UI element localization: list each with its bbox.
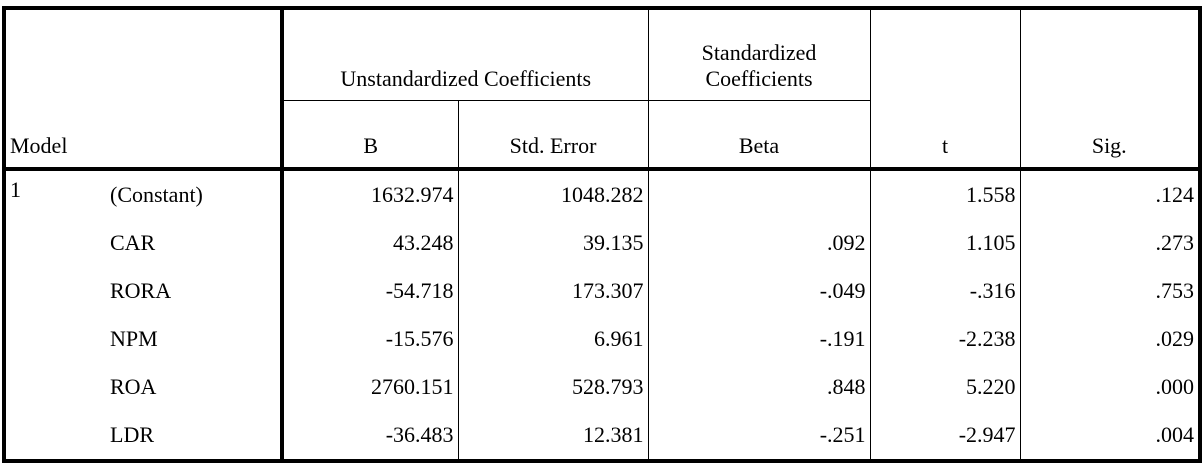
variable-cell: LDR: [106, 411, 282, 461]
coefficients-table: [2, 6, 1202, 463]
t-header: t: [870, 8, 1020, 169]
sig-header: Sig.: [1020, 8, 1200, 169]
unstandardized-header: Unstandardized Coefficients: [282, 8, 648, 101]
se-cell: 1048.282: [458, 169, 648, 219]
b-cell: -36.483: [282, 411, 458, 461]
table-row: [4, 411, 1200, 461]
se-cell: 12.381: [458, 411, 648, 461]
sig-cell: .029: [1020, 315, 1200, 363]
standardized-line-2: Coefficients: [705, 66, 813, 91]
se-cell: 528.793: [458, 363, 648, 411]
se-cell: 6.961: [458, 315, 648, 363]
sig-cell: .753: [1020, 267, 1200, 315]
header-row-1: [4, 8, 1200, 101]
se-cell: 39.135: [458, 219, 648, 267]
variable-cell: (Constant): [106, 169, 282, 219]
b-header: B: [282, 101, 458, 170]
t-cell: 1.105: [870, 219, 1020, 267]
t-cell: -2.238: [870, 315, 1020, 363]
beta-cell: .848: [648, 363, 870, 411]
sig-cell: .004: [1020, 411, 1200, 461]
beta-cell: .092: [648, 219, 870, 267]
variable-cell: CAR: [106, 219, 282, 267]
sig-cell: .124: [1020, 169, 1200, 219]
sig-cell: .000: [1020, 363, 1200, 411]
variable-cell: NPM: [106, 315, 282, 363]
variable-cell: RORA: [106, 267, 282, 315]
table-row: [4, 267, 1200, 315]
sig-cell: .273: [1020, 219, 1200, 267]
table-row: [4, 363, 1200, 411]
b-cell: 1632.974: [282, 169, 458, 219]
b-cell: -54.718: [282, 267, 458, 315]
beta-cell: -.251: [648, 411, 870, 461]
standardized-header: [648, 8, 870, 101]
b-cell: 43.248: [282, 219, 458, 267]
table-row: [4, 219, 1200, 267]
model-header: Model: [4, 8, 282, 169]
model-number: 1: [4, 169, 106, 461]
beta-header: Beta: [648, 101, 870, 170]
standardized-line-1: Standardized: [701, 40, 817, 65]
t-cell: 1.558: [870, 169, 1020, 219]
beta-cell: [648, 169, 870, 219]
table-row: [4, 315, 1200, 363]
variable-cell: ROA: [106, 363, 282, 411]
std-error-header: Std. Error: [458, 101, 648, 170]
beta-cell: -.049: [648, 267, 870, 315]
table-row: [4, 169, 1200, 219]
se-cell: 173.307: [458, 267, 648, 315]
t-cell: -.316: [870, 267, 1020, 315]
b-cell: 2760.151: [282, 363, 458, 411]
t-cell: 5.220: [870, 363, 1020, 411]
b-cell: -15.576: [282, 315, 458, 363]
t-cell: -2.947: [870, 411, 1020, 461]
beta-cell: -.191: [648, 315, 870, 363]
